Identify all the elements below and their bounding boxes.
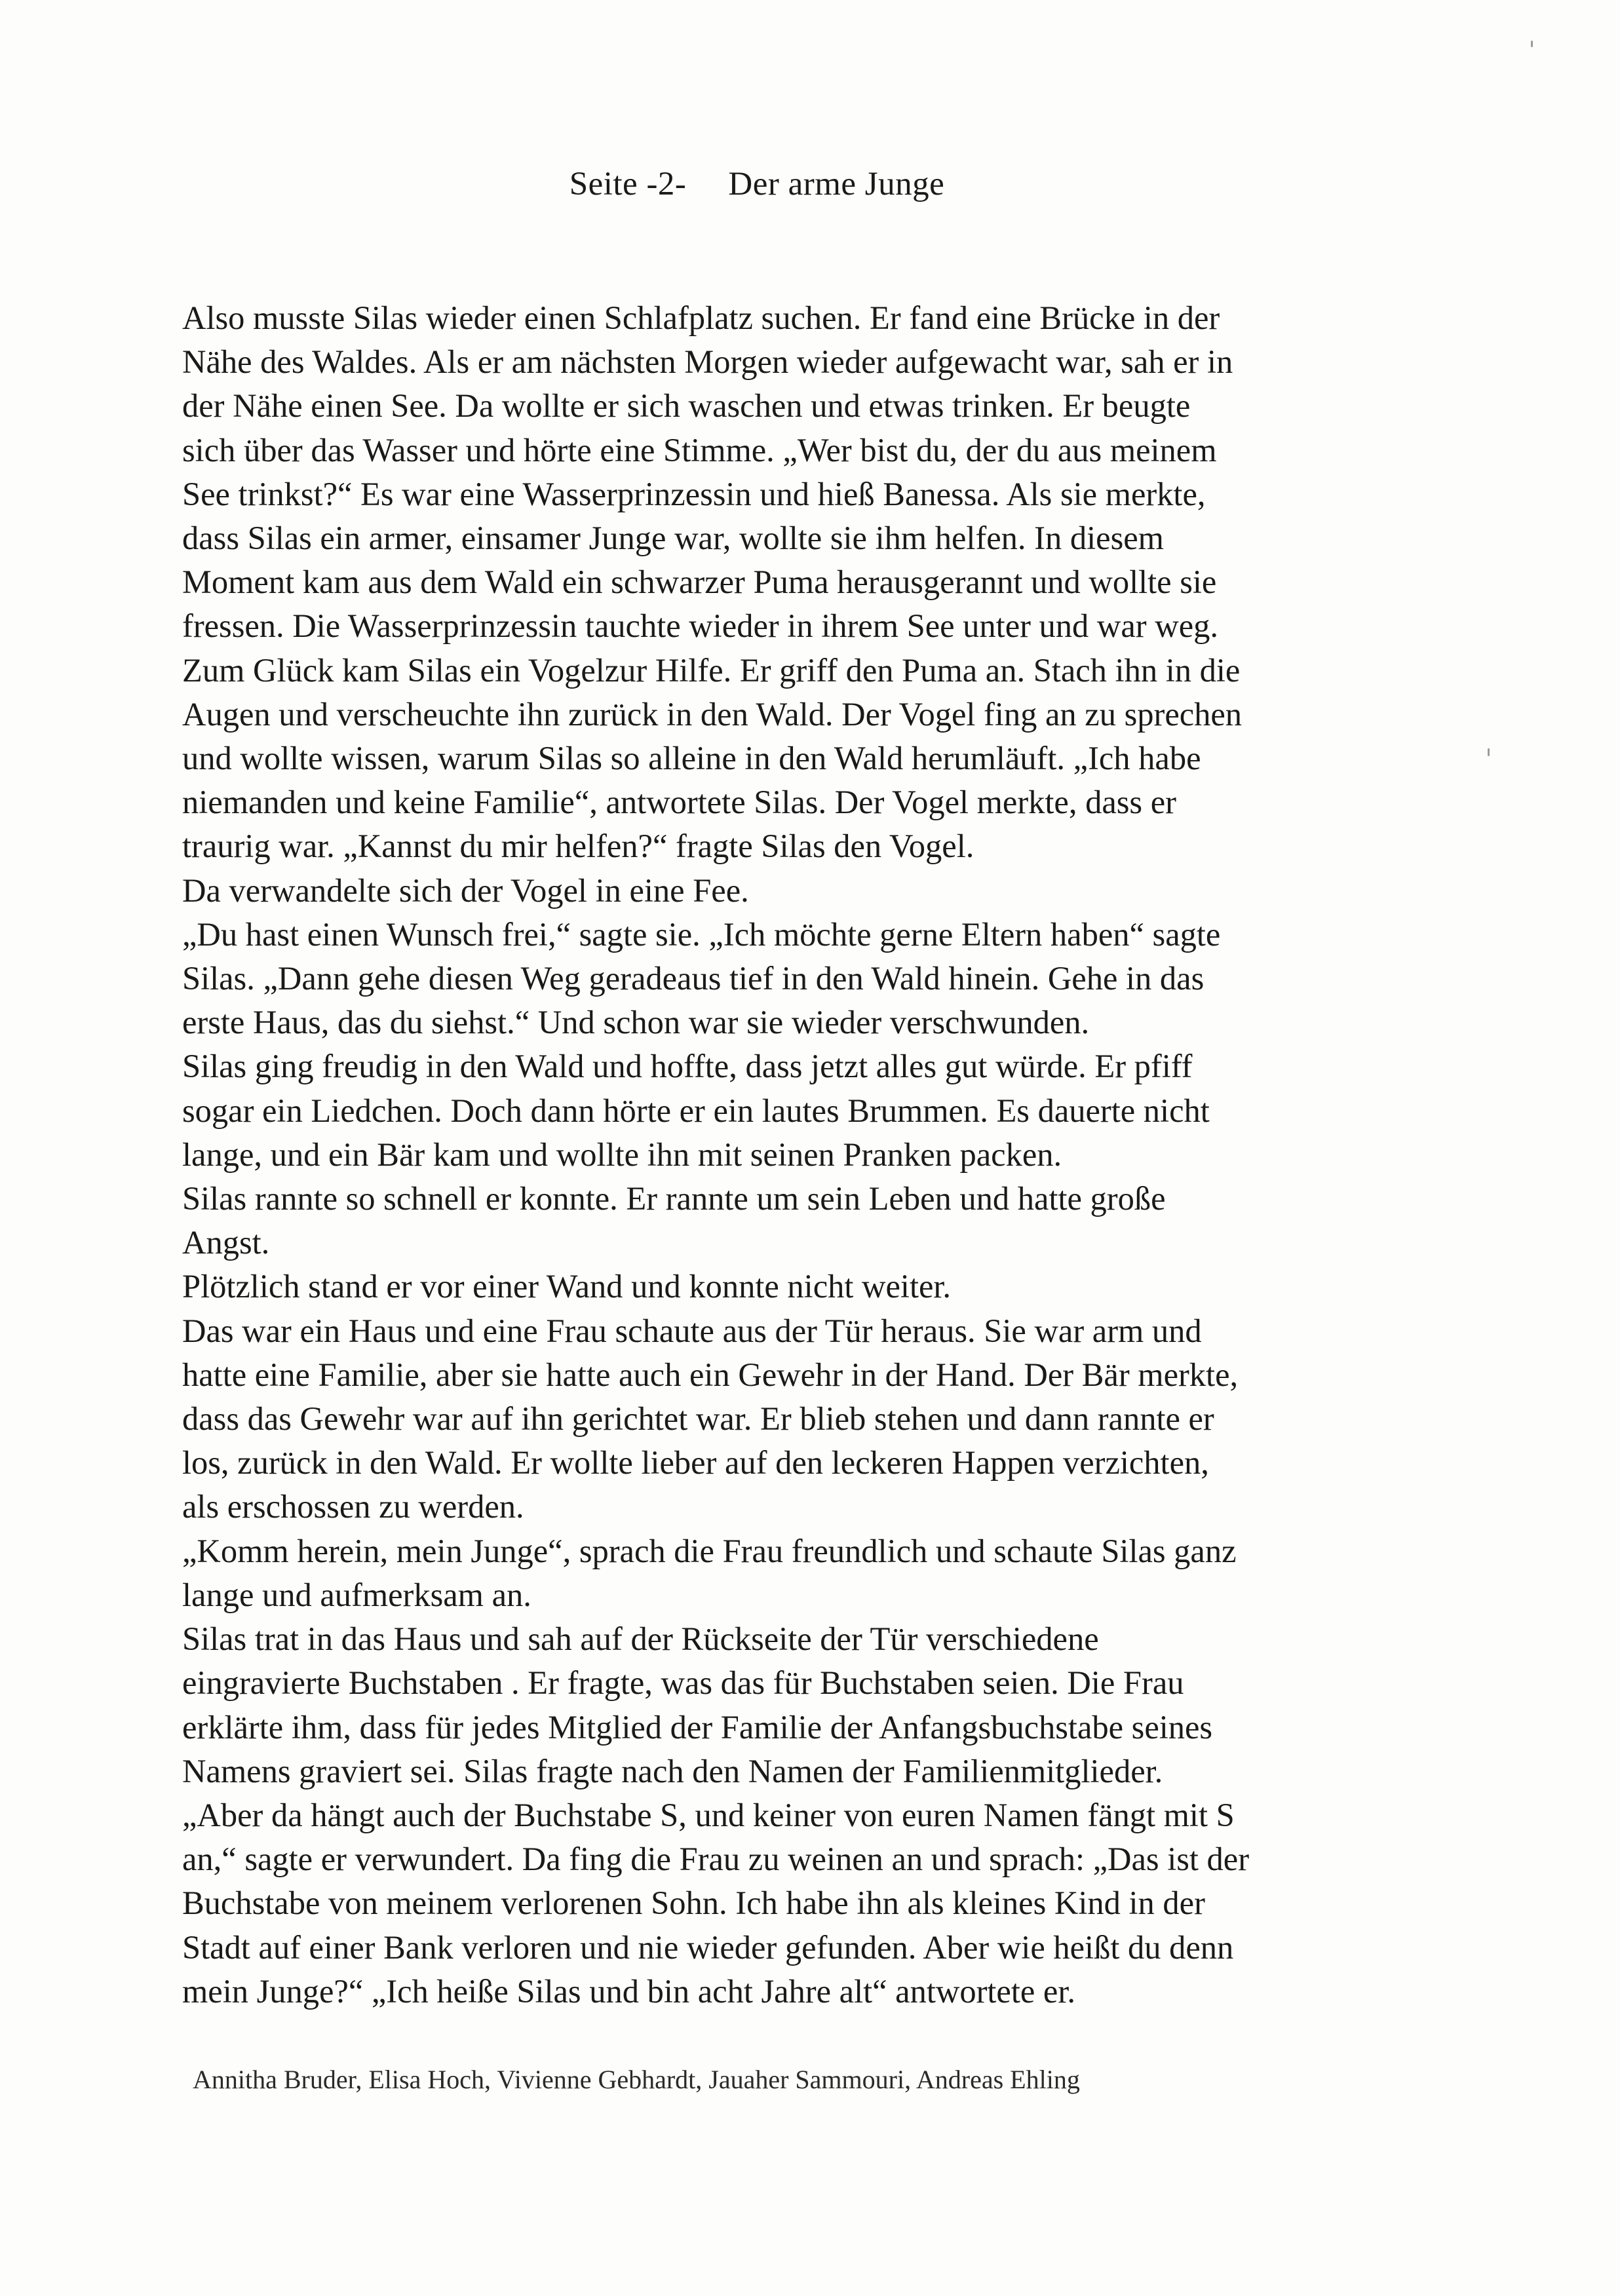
text-line: lange, und ein Bär kam und wollte ihn mit seinen Pranken packen. xyxy=(182,1136,1062,1173)
text-line: an,“ sagte er verwundert. Da fing die Frau zu weinen an und sprach: „Das ist der xyxy=(182,1841,1250,1878)
text-line: fressen. Die Wasserprinzessin tauchte wieder in ihrem See unter und war weg. xyxy=(182,607,1219,645)
text-line: der Nähe einen See. Da wollte er sich waschen und etwas trinken. Er beugte xyxy=(182,387,1191,425)
text-line: sich über das Wasser und hörte eine Stimme. „Wer bist du, der du aus meinem xyxy=(182,431,1217,469)
text-line: Stadt auf einer Bank verloren und nie wieder gefunden. Aber wie heißt du denn xyxy=(182,1928,1234,1966)
text-line: erste Haus, das du siehst.“ Und schon war sie wieder verschwunden. xyxy=(182,1004,1090,1041)
story-title: Der arme Junge xyxy=(728,166,945,202)
text-line: „Du hast einen Wunsch frei,“ sagte sie. „Ich möchte gerne Eltern haben“ sagte xyxy=(182,915,1221,953)
text-line: lange und aufmerksam an. xyxy=(182,1576,531,1613)
scan-speck xyxy=(1488,748,1490,756)
text-line: niemanden und keine Familie“, antwortete Silas. Der Vogel merkte, dass er xyxy=(182,784,1176,821)
text-line: Silas. „Dann gehe diesen Weg geradeaus tief in den Wald hinein. Gehe in das xyxy=(182,960,1205,997)
story-body xyxy=(182,296,1414,2014)
text-line: mein Junge?“ „Ich heiße Silas und bin acht Jahre alt“ antwortete er. xyxy=(182,1972,1075,2010)
text-line: „Aber da hängt auch der Buchstabe S, und keiner von euren Namen fängt mit S xyxy=(182,1796,1235,1833)
text-line: dass das Gewehr war auf ihn gerichtet war. Er blieb stehen und dann rannte er xyxy=(182,1400,1214,1438)
text-line: Das war ein Haus und eine Frau schaute aus der Tür heraus. Sie war arm und xyxy=(182,1312,1202,1349)
text-line: los, zurück in den Wald. Er wollte lieber auf den leckeren Happen verzichten, xyxy=(182,1444,1209,1482)
text-line: Augen und verscheuchte ihn zurück in den Wald. Der Vogel fing an zu sprechen xyxy=(182,695,1243,733)
scan-speck xyxy=(1531,41,1533,47)
text-line: Zum Glück kam Silas ein Vogelzur Hilfe. Er griff den Puma an. Stach ihn in die xyxy=(182,651,1241,689)
page-header xyxy=(0,165,1514,203)
text-line: Silas trat in das Haus und sah auf der Rückseite der Tür verschiedene xyxy=(182,1620,1099,1658)
text-line: erklärte ihm, dass für jedes Mitglied der Familie der Anfangsbuchstabe seines xyxy=(182,1708,1213,1746)
text-line: Angst. xyxy=(182,1224,270,1261)
text-line: eingravierte Buchstaben . Er fragte, was das für Buchstaben seien. Die Frau xyxy=(182,1664,1184,1702)
text-line: traurig war. „Kannst du mir helfen?“ fragte Silas den Vogel. xyxy=(182,828,974,865)
text-line: dass Silas ein armer, einsamer Junge war, wollte sie ihm helfen. In diesem xyxy=(182,520,1164,557)
text-line: Buchstabe von meinem verlorenen Sohn. Ich habe ihn als kleines Kind in der xyxy=(182,1885,1205,1922)
text-line: Nähe des Waldes. Als er am nächsten Morgen wieder aufgewacht war, sah er in xyxy=(182,343,1233,381)
author-credits: Annitha Bruder, Elisa Hoch, Vivienne Gebhardt, Jauaher Sammouri, Andreas Ehling xyxy=(193,2065,1080,2094)
page-number-label: Seite -2- xyxy=(569,166,687,202)
text-line: See trinkst?“ Es war eine Wasserprinzessin und hieß Banessa. Als sie merkte, xyxy=(182,475,1206,512)
text-line: Da verwandelte sich der Vogel in eine Fee. xyxy=(182,871,749,909)
text-line: Also musste Silas wieder einen Schlafplatz suchen. Er fand eine Brücke in der xyxy=(182,299,1220,336)
text-line: Plötzlich stand er vor einer Wand und konnte nicht weiter. xyxy=(182,1268,952,1305)
text-line: sogar ein Liedchen. Doch dann hörte er ein lautes Brummen. Es dauerte nicht xyxy=(182,1092,1210,1129)
text-line: Silas rannte so schnell er konnte. Er rannte um sein Leben und hatte große xyxy=(182,1180,1166,1217)
text-line: als erschossen zu werden. xyxy=(182,1488,524,1525)
text-line: hatte eine Familie, aber sie hatte auch ein Gewehr in der Hand. Der Bär merkte, xyxy=(182,1356,1239,1393)
text-line: Namens graviert sei. Silas fragte nach den Namen der Familienmitglieder. xyxy=(182,1752,1163,1789)
text-line: Silas ging freudig in den Wald und hoffte, dass jetzt alles gut würde. Er pfiff xyxy=(182,1048,1193,1085)
text-line: Moment kam aus dem Wald ein schwarzer Puma herausgerannt und wollte sie xyxy=(182,564,1217,601)
text-line: und wollte wissen, warum Silas so alleine in den Wald herumläuft. „Ich habe xyxy=(182,740,1201,777)
text-line: „Komm herein, mein Junge“, sprach die Frau freundlich und schaute Silas ganz xyxy=(182,1532,1237,1569)
